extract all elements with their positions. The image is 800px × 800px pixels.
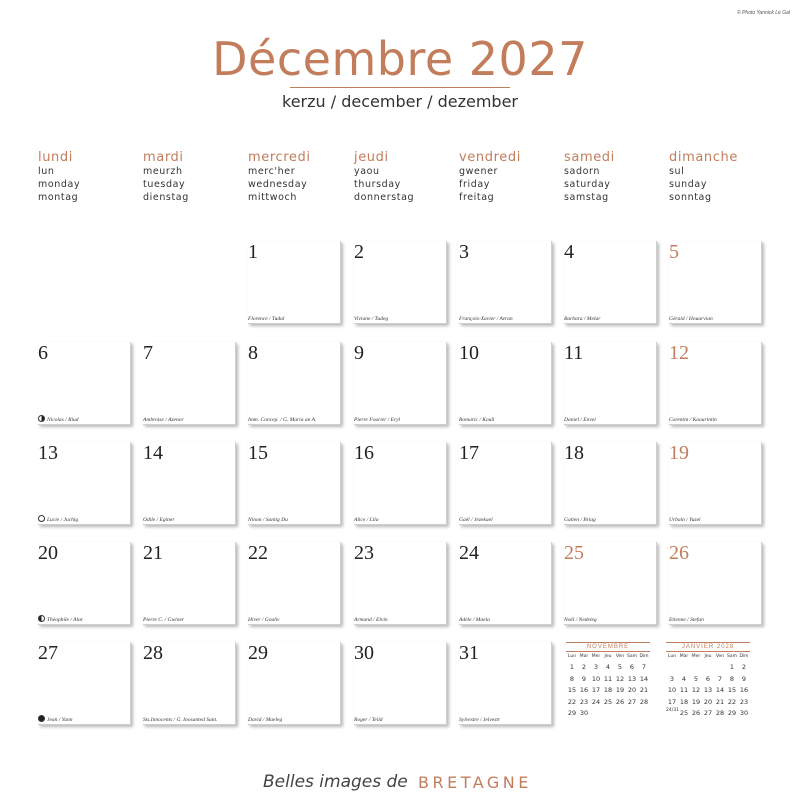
day-cell: [248, 241, 341, 324]
mini-calendar-week: [666, 697, 750, 709]
mini-day: 6: [705, 674, 711, 683]
day-number: 14: [143, 442, 163, 464]
saint-name: [669, 316, 713, 322]
weekday-header-mardi: [143, 150, 247, 204]
mini-day: 21: [639, 686, 649, 694]
mini-calendar-week: [566, 662, 650, 674]
saint-name: [248, 617, 279, 623]
day-number: 22: [248, 542, 268, 564]
mini-weekday-label: Mar: [679, 654, 689, 659]
weekday-br-label: meurzh: [143, 166, 183, 177]
mini-day: 27: [703, 709, 713, 717]
mini-calendar-week: [666, 662, 750, 674]
saint-label: Lucie / Juchig: [47, 517, 79, 523]
day-number: 16: [354, 442, 374, 464]
mini-day: [714, 662, 726, 674]
mini-day: 16: [579, 686, 589, 694]
mini-day: 13: [627, 674, 637, 683]
mini-day: 9: [741, 674, 747, 683]
mini-day: [678, 662, 690, 674]
mini-weekday-label: Sam: [727, 654, 737, 659]
mini-weekday-label: Sam: [627, 654, 637, 659]
saint-name: [669, 417, 717, 423]
mini-day: 25: [603, 697, 613, 706]
mini-day: [626, 708, 638, 720]
mini-calendar-header: [666, 652, 750, 662]
day-cell: [564, 442, 657, 525]
mini-day: 21: [715, 697, 725, 706]
mini-day: 17: [591, 686, 601, 694]
mini-day: 13: [703, 686, 713, 694]
day-number: 29: [248, 642, 268, 664]
mini-calendar-week: [566, 697, 650, 709]
day-number: 3: [459, 241, 469, 263]
day-number: 30: [354, 642, 374, 664]
mini-day: 5: [693, 674, 699, 683]
day-number: 18: [564, 442, 584, 464]
mini-day: 27: [627, 697, 637, 706]
saint-label: David / Maeleg: [248, 717, 283, 723]
mini-calendar: [666, 642, 750, 720]
mini-day: 7: [641, 663, 647, 671]
saint-label: Noël / Nedeleg: [564, 617, 597, 623]
day-number: 27: [38, 642, 58, 664]
day-number: 5: [669, 241, 679, 263]
moon-phase-icon: [38, 615, 45, 622]
day-cell: [354, 642, 447, 725]
mini-day: 14: [715, 686, 725, 694]
day-cell: [248, 442, 341, 525]
day-number: 20: [38, 542, 58, 564]
saint-name: [459, 717, 500, 723]
mini-day: 1: [729, 663, 735, 671]
mini-calendar-week: [666, 708, 750, 720]
saint-name: [669, 517, 701, 523]
mini-day: 25: [679, 709, 689, 717]
mini-weekday-label: Ven: [715, 654, 725, 659]
mini-day: 2: [581, 663, 587, 671]
weekday-fr-label: samedi: [564, 150, 615, 165]
mini-weekday-label: Ven: [615, 654, 625, 659]
weekday-de-label: mittwoch: [248, 192, 297, 203]
saint-label: Daniel / Envel: [564, 417, 596, 423]
mini-day: 9: [581, 674, 587, 683]
mini-weekday-label: Jeu: [604, 654, 612, 659]
day-number: 17: [459, 442, 479, 464]
weekday-en-label: sunday: [669, 179, 708, 190]
day-number: 13: [38, 442, 58, 464]
day-cell: [669, 241, 762, 324]
saint-label: Roger / Teild: [354, 717, 383, 723]
mini-weekday-label: Dim: [639, 654, 649, 659]
day-number: 12: [669, 342, 689, 364]
weekday-br-label: lun: [38, 166, 55, 177]
moon-phase-icon: [38, 715, 45, 722]
saint-name: [354, 316, 388, 322]
day-cell: [459, 642, 552, 725]
saint-name: [38, 415, 78, 423]
mini-day: 29: [567, 709, 577, 717]
mini-weekday-label: Mer: [691, 654, 701, 659]
mini-day: 20: [703, 697, 713, 706]
mini-day: 14: [639, 674, 649, 683]
weekday-fr-label: mardi: [143, 150, 184, 165]
day-number: 10: [459, 342, 479, 364]
day-cell: [143, 542, 236, 625]
day-cell: [38, 642, 131, 725]
saint-label: Romaric / Kouli: [459, 417, 495, 423]
weekday-en-label: tuesday: [143, 179, 186, 190]
day-cell: [38, 342, 131, 425]
mini-calendar-week: [666, 674, 750, 686]
day-cell: [248, 542, 341, 625]
weekday-header-mercredi: [248, 150, 352, 204]
mini-day: 19: [615, 686, 625, 694]
saint-name: [248, 417, 316, 423]
weekday-de-label: freitag: [459, 192, 495, 203]
saint-name: [38, 715, 72, 723]
saint-label: Théophile / Alar: [47, 617, 83, 623]
weekday-br-label: sul: [669, 166, 685, 177]
saint-label: Sts.Innocents / G. Inosanted Sant.: [143, 717, 218, 723]
mini-day: 28: [715, 709, 725, 717]
weekday-en-label: thursday: [354, 179, 401, 190]
saint-label: Odile / Eginer: [143, 517, 175, 523]
day-cell: [38, 542, 131, 625]
day-cell: [354, 342, 447, 425]
mini-weekday-label: Mer: [591, 654, 601, 659]
saint-label: Pierre Fourier / Eryl: [354, 417, 401, 423]
saint-name: [143, 617, 184, 623]
day-number: 21: [143, 542, 163, 564]
saint-label: Adèle / Maela: [459, 617, 490, 623]
saint-label: Sylvestre / Jelvestr: [459, 717, 501, 723]
mini-day: 7: [717, 674, 723, 683]
mini-day: 4: [605, 663, 611, 671]
day-cell: [669, 542, 762, 625]
mini-calendar-title: JANVIER 2028: [666, 642, 750, 652]
day-number: 19: [669, 442, 689, 464]
day-cell: [459, 342, 552, 425]
mini-weekday-label: Mar: [579, 654, 589, 659]
day-number: 24: [459, 542, 479, 564]
saint-name: [459, 316, 513, 322]
saint-label: Gaël / Jezekael: [459, 517, 493, 523]
mini-day: 26: [615, 697, 625, 706]
saint-label: François-Xavier / Avran: [459, 316, 513, 322]
weekday-br-label: sadorn: [564, 166, 600, 177]
mini-weekday-label: Lun: [667, 654, 677, 659]
saint-name: [459, 417, 494, 423]
mini-day: 26: [691, 709, 701, 717]
mini-day: [590, 708, 602, 720]
mini-weekday-label: Dim: [739, 654, 749, 659]
saint-label: Hiver / Goañv: [248, 617, 280, 623]
mini-day: 16: [739, 686, 749, 694]
day-cell: [354, 542, 447, 625]
saint-label: Urbain / Yuzel: [669, 517, 701, 523]
saint-label: Imm. Concep. / G. Maria an A.: [248, 417, 317, 423]
weekday-en-label: friday: [459, 179, 490, 190]
mini-day: 2: [741, 663, 747, 671]
mini-weekday-label: Lun: [567, 654, 577, 659]
mini-day: [666, 662, 678, 674]
weekday-fr-label: mercredi: [248, 150, 311, 165]
day-number: 26: [669, 542, 689, 564]
saint-label: Gatien / Briag: [564, 517, 596, 523]
mini-day: 24/31: [666, 708, 679, 713]
saint-name: [143, 417, 184, 423]
day-cell: [143, 442, 236, 525]
saint-label: Corentin / Kaourintin: [669, 417, 717, 423]
weekday-header-lundi: [38, 150, 142, 204]
page-title: Décembre 2027: [212, 32, 588, 86]
mini-day: 12: [615, 674, 625, 683]
day-cell: [669, 342, 762, 425]
mini-day: 22: [727, 697, 737, 706]
mini-day: [690, 662, 702, 674]
weekday-br-label: yaou: [354, 166, 380, 177]
day-cell: [354, 442, 447, 525]
mini-day: 10: [591, 674, 601, 683]
day-cell: [354, 241, 447, 324]
day-number: 8: [248, 342, 258, 364]
day-number: 7: [143, 342, 153, 364]
mini-day: 8: [569, 674, 575, 683]
weekday-header-samedi: [564, 150, 668, 204]
mini-calendar-week: [566, 674, 650, 686]
saint-label: Ninon / Santig Du: [248, 517, 288, 523]
mini-calendar-week: [566, 708, 650, 720]
day-cell: [248, 342, 341, 425]
day-number: 6: [38, 342, 48, 364]
weekday-en-label: saturday: [564, 179, 611, 190]
saint-name: [143, 717, 217, 723]
mini-day: 8: [729, 674, 735, 683]
day-cell: [459, 241, 552, 324]
weekday-de-label: samstag: [564, 192, 609, 203]
moon-phase-icon: [38, 415, 45, 422]
mini-day: 12: [691, 686, 701, 694]
day-number: 11: [564, 342, 584, 364]
weekday-de-label: sonntag: [669, 192, 712, 203]
weekday-br-label: gwener: [459, 166, 499, 177]
mini-day: [702, 662, 714, 674]
mini-day: 10: [667, 686, 677, 694]
mini-day: 3: [669, 674, 675, 683]
saint-label: Armand / Elvin: [354, 617, 388, 623]
saint-name: [564, 417, 596, 423]
mini-day: 30: [579, 709, 589, 717]
weekday-header-jeudi: [354, 150, 458, 204]
saint-name: [564, 316, 600, 322]
saint-label: Barbara / Melar: [564, 316, 601, 322]
mini-day: 28: [639, 697, 649, 706]
mini-weekday-label: Jeu: [704, 654, 712, 659]
mini-day: 17: [667, 697, 677, 706]
mini-day: 4: [681, 674, 687, 683]
mini-day: 15: [727, 686, 737, 694]
weekday-en-label: wednesday: [248, 179, 308, 190]
saint-label: Pierre C. / Gwiner: [143, 617, 185, 623]
month-subtitle: kerzu / december / dezember: [282, 92, 518, 111]
day-cell: [564, 542, 657, 625]
day-number: 31: [459, 642, 479, 664]
saint-name: [38, 515, 78, 523]
mini-calendar-week: [566, 685, 650, 697]
saint-label: Viviane / Tudeg: [354, 316, 389, 322]
mini-day: 15: [567, 686, 577, 694]
saint-name: [38, 615, 83, 623]
weekday-header-vendredi: [459, 150, 563, 204]
day-cell: [669, 442, 762, 525]
mini-calendar-title: NOVEMBRE: [566, 642, 650, 652]
day-cell: [38, 442, 131, 525]
mini-day: 5: [617, 663, 623, 671]
day-cell: [248, 642, 341, 725]
day-number: 1: [248, 241, 258, 263]
weekday-en-label: monday: [38, 179, 81, 190]
saint-name: [564, 517, 596, 523]
weekday-fr-label: dimanche: [669, 150, 738, 165]
saint-name: [459, 617, 490, 623]
saint-name: [354, 517, 378, 523]
day-number: 2: [354, 241, 364, 263]
day-number: 28: [143, 642, 163, 664]
weekday-fr-label: lundi: [38, 150, 73, 165]
day-number: 25: [564, 542, 584, 564]
mini-day: 3: [593, 663, 599, 671]
saint-name: [354, 717, 383, 723]
mini-calendar-header: [566, 652, 650, 662]
mini-day: 29: [727, 709, 737, 717]
saint-name: [143, 517, 174, 523]
moon-phase-icon: [38, 515, 45, 522]
saint-name: [564, 617, 597, 623]
mini-day: 1: [569, 663, 575, 671]
mini-calendar-week: [666, 685, 750, 697]
mini-day: 22: [567, 697, 577, 706]
day-cell: [143, 642, 236, 725]
weekday-header-dimanche: [669, 150, 773, 204]
mini-day: [602, 708, 614, 720]
saint-label: Etienne / Stefan: [669, 617, 704, 623]
day-cell: [459, 442, 552, 525]
day-number: 4: [564, 241, 574, 263]
saint-name: [459, 517, 493, 523]
photo-credit: © Photo Yannick Le Gal: [737, 10, 790, 16]
mini-day: 11: [603, 674, 613, 683]
mini-day: 24: [591, 697, 601, 706]
mini-day: [614, 708, 626, 720]
mini-day: 23: [579, 697, 589, 706]
saint-label: Ambroise / Azenor: [143, 417, 184, 423]
day-cell: [564, 241, 657, 324]
saint-name: [354, 617, 388, 623]
saint-label: Jean / Yann: [47, 717, 73, 723]
weekday-de-label: montag: [38, 192, 79, 203]
saint-label: Florence / Tudal: [248, 316, 285, 322]
day-number: 9: [354, 342, 364, 364]
saint-label: Alice / Lila: [354, 517, 379, 523]
title-underline: [290, 87, 510, 88]
saint-label: Nicolas / Riud: [47, 417, 79, 423]
mini-day: [638, 708, 650, 720]
mini-day: 20: [627, 686, 637, 694]
footer-text: Belles images de: [263, 772, 408, 792]
mini-day: 18: [679, 697, 689, 706]
day-number: 15: [248, 442, 268, 464]
weekday-fr-label: jeudi: [354, 150, 389, 165]
mini-day: 18: [603, 686, 613, 694]
day-cell: [143, 342, 236, 425]
mini-calendar: [566, 642, 650, 720]
saint-name: [248, 316, 284, 322]
mini-day: 30: [739, 709, 749, 717]
weekday-fr-label: vendredi: [459, 150, 521, 165]
day-cell: [459, 542, 552, 625]
weekday-br-label: merc'her: [248, 166, 296, 177]
mini-day: 19: [691, 697, 701, 706]
mini-day: 11: [679, 686, 689, 694]
mini-day: 6: [629, 663, 635, 671]
mini-day: 23: [739, 697, 749, 706]
saint-name: [248, 517, 288, 523]
day-cell: [564, 342, 657, 425]
saint-name: [354, 417, 400, 423]
footer-brand: BRETAGNE: [418, 773, 532, 792]
weekday-de-label: dienstag: [143, 192, 189, 203]
weekday-de-label: donnerstag: [354, 192, 415, 203]
saint-label: Gérald / Houarvian: [669, 316, 713, 322]
day-number: 23: [354, 542, 374, 564]
saint-name: [669, 617, 704, 623]
saint-name: [248, 717, 282, 723]
